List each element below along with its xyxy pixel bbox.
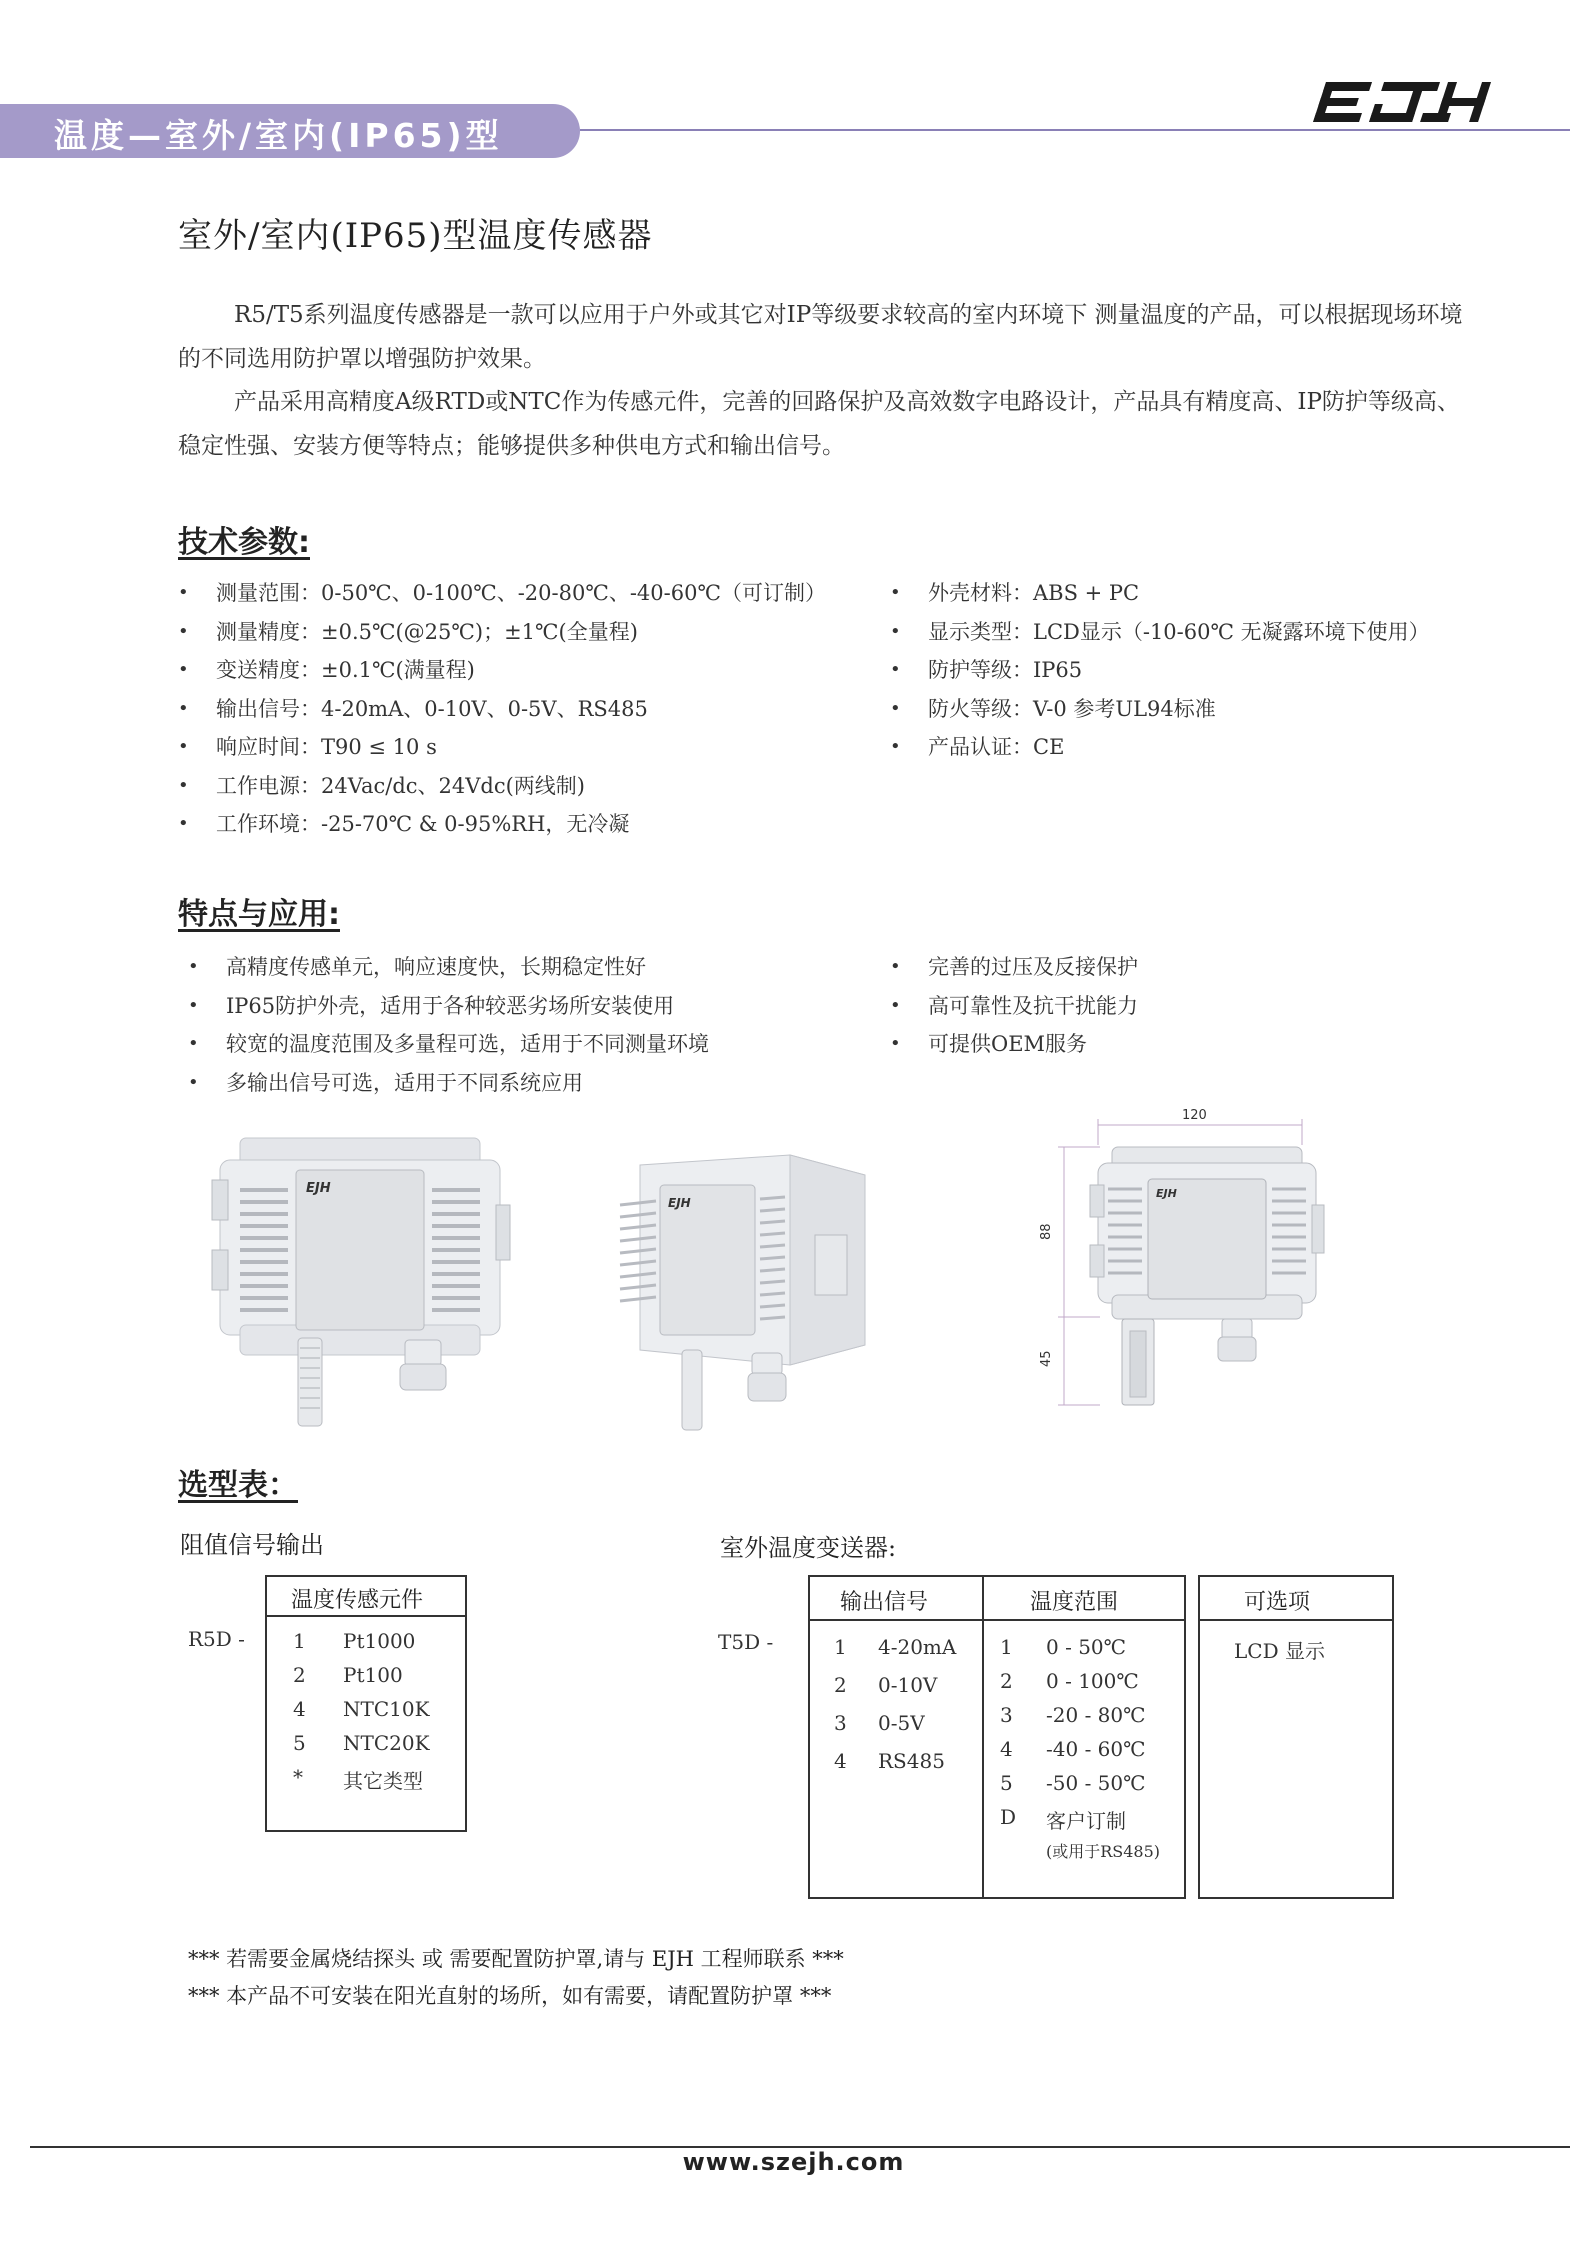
- product-photo-angled: [600, 1135, 880, 1435]
- resistive-subtitle: 阻值信号输出: [180, 1531, 324, 1559]
- features-heading: 特点与应用:: [178, 897, 340, 932]
- table-cell: 5: [1000, 1771, 1013, 1795]
- range-header: 温度范围: [1030, 1590, 1119, 1615]
- selection-heading: 选型表：: [178, 1468, 298, 1503]
- table-cell: 3: [834, 1711, 847, 1735]
- list-item: • 输出信号：4-20mA、0-10V、0-5V、RS485: [178, 696, 648, 721]
- list-item: • 测量精度：±0.5℃(@25℃)；±1℃(全量程): [178, 619, 638, 644]
- table-cell: 4: [834, 1749, 847, 1773]
- list-item: • 响应时间：T90 ≤ 10 s: [178, 735, 437, 759]
- table-cell: 2: [1000, 1669, 1013, 1693]
- table-cell: NTC10K: [343, 1697, 430, 1721]
- footer-url[interactable]: www.szejh.com: [682, 2148, 905, 2176]
- note-1: *** 若需要金属烧结探头 或 需要配置防护罩,请与 EJH 工程师联系 ***: [188, 1947, 844, 1971]
- svg-text:EJH: EJH: [668, 1196, 691, 1210]
- svg-text:EJH: EJH: [1156, 1187, 1177, 1200]
- table-cell: 0 - 100℃: [1046, 1669, 1139, 1693]
- table-cell: Pt1000: [343, 1629, 416, 1653]
- list-item: • 外壳材料：ABS + PC: [890, 581, 1140, 605]
- list-item: • 完善的过压及反接保护: [890, 955, 1138, 979]
- output-header: 输出信号: [840, 1590, 929, 1615]
- table-cell: 其它类型: [343, 1769, 423, 1793]
- table-cell: -50 - 50℃: [1046, 1771, 1146, 1795]
- resistive-prefix: R5D -: [188, 1627, 245, 1651]
- list-item: • 测量范围：0-50℃、0-100℃、-20-80℃、-40-60℃（可订制）: [178, 581, 826, 605]
- option-header: 可选项: [1244, 1590, 1311, 1615]
- list-item: • 可提供OEM服务: [890, 1032, 1088, 1056]
- table-cell: 3: [1000, 1703, 1013, 1727]
- dimension-width-label: 120: [1182, 1108, 1207, 1123]
- dimension-drawing: [1020, 1105, 1340, 1445]
- list-item: • 显示类型：LCD显示（-10-60℃ 无凝露环境下使用）: [890, 619, 1430, 644]
- table-cell: 4: [293, 1697, 306, 1721]
- transmitter-subtitle: 室外温度变送器:: [720, 1534, 897, 1562]
- list-item: • 防护等级：IP65: [890, 658, 1083, 682]
- table-cell: 0 - 50℃: [1046, 1635, 1127, 1659]
- list-item: • 高精度传感单元，响应速度快，长期稳定性好: [188, 955, 646, 979]
- table-cell: 0-10V: [878, 1673, 938, 1697]
- transmitter-prefix: T5D -: [718, 1630, 774, 1654]
- list-item: • 较宽的温度范围及多量程可选，适用于不同测量环境: [188, 1032, 709, 1056]
- category-tag: 温度—室外/室内(IP65)型: [54, 116, 503, 155]
- table-cell: NTC20K: [343, 1731, 430, 1755]
- ejh-logo: [1306, 76, 1514, 128]
- list-item: • 变送精度：±0.1℃(满量程): [178, 658, 475, 682]
- table-cell: -40 - 60℃: [1046, 1737, 1146, 1761]
- list-item: • 工作电源：24Vac/dc、24Vdc(两线制): [178, 773, 585, 798]
- features-list-right: [890, 948, 1138, 1064]
- table-cell: 4: [1000, 1737, 1013, 1761]
- dimension-height-label: 88: [1039, 1223, 1054, 1240]
- table-cell: 1: [834, 1635, 847, 1659]
- intro-paragraph-2: 产品采用高精度A级RTD或NTC作为传感元件，完善的回路保护及高效数字电路设计，产品具有精度高、IP防护等级高、稳定性强、安装方便等特点；能够提供多种供电方式和输出信号。: [178, 389, 1460, 459]
- range-note: (或用于RS485): [1046, 1842, 1161, 1861]
- table-cell: 1: [293, 1629, 306, 1653]
- table-cell: RS485: [878, 1749, 945, 1773]
- list-item: • 防火等级：V-0 参考UL94标准: [890, 696, 1216, 721]
- svg-text:EJH: EJH: [306, 1181, 331, 1196]
- table-cell: 5: [293, 1731, 306, 1755]
- product-photo-front: [200, 1130, 520, 1430]
- list-item: • 产品认证：CE: [890, 735, 1065, 759]
- resistive-table: [265, 1575, 467, 1832]
- note-2: *** 本产品不可安装在阳光直射的场所，如有需要，请配置防护罩 ***: [188, 1984, 832, 2008]
- table-cell: 1: [1000, 1635, 1013, 1659]
- table-cell: LCD 显示: [1234, 1639, 1325, 1663]
- intro-paragraph-1: R5/T5系列温度传感器是一款可以应用于户外或其它对IP等级要求较高的室内环境下 测量温度的产品，可以根据现场环境的不同选用防护罩以增强防护效果。: [178, 302, 1463, 372]
- transmitter-table: [808, 1575, 1186, 1899]
- table-cell: 4-20mA: [878, 1635, 957, 1659]
- table-cell: D: [1000, 1805, 1017, 1829]
- list-item: • IP65防护外壳，适用于各种较恶劣场所安装使用: [188, 993, 675, 1018]
- table-cell: *: [293, 1765, 303, 1789]
- table-cell: 2: [293, 1663, 306, 1687]
- specs-heading: 技术参数:: [178, 525, 310, 560]
- table-cell: 2: [834, 1673, 847, 1697]
- dimension-probe-label: 45: [1039, 1350, 1054, 1367]
- options-table: [1198, 1575, 1394, 1899]
- features-list-left: [188, 948, 709, 1102]
- list-item: • 工作环境：-25-70℃ & 0-95%RH，无冷凝: [178, 812, 630, 836]
- list-item: • 高可靠性及抗干扰能力: [890, 993, 1138, 1018]
- specs-list-left: [178, 574, 826, 844]
- specs-list-right: [890, 574, 1430, 767]
- table-cell: 0-5V: [878, 1711, 925, 1735]
- list-item: • 多输出信号可选，适用于不同系统应用: [188, 1070, 583, 1095]
- table-cell: -20 - 80℃: [1046, 1703, 1146, 1727]
- table-cell: Pt100: [343, 1663, 403, 1687]
- header-rule: [580, 129, 1570, 131]
- page-title: 室外/室内(IP65)型温度传感器: [178, 216, 653, 256]
- resistive-header: 温度传感元件: [291, 1588, 424, 1613]
- table-cell: 客户订制: [1046, 1809, 1126, 1833]
